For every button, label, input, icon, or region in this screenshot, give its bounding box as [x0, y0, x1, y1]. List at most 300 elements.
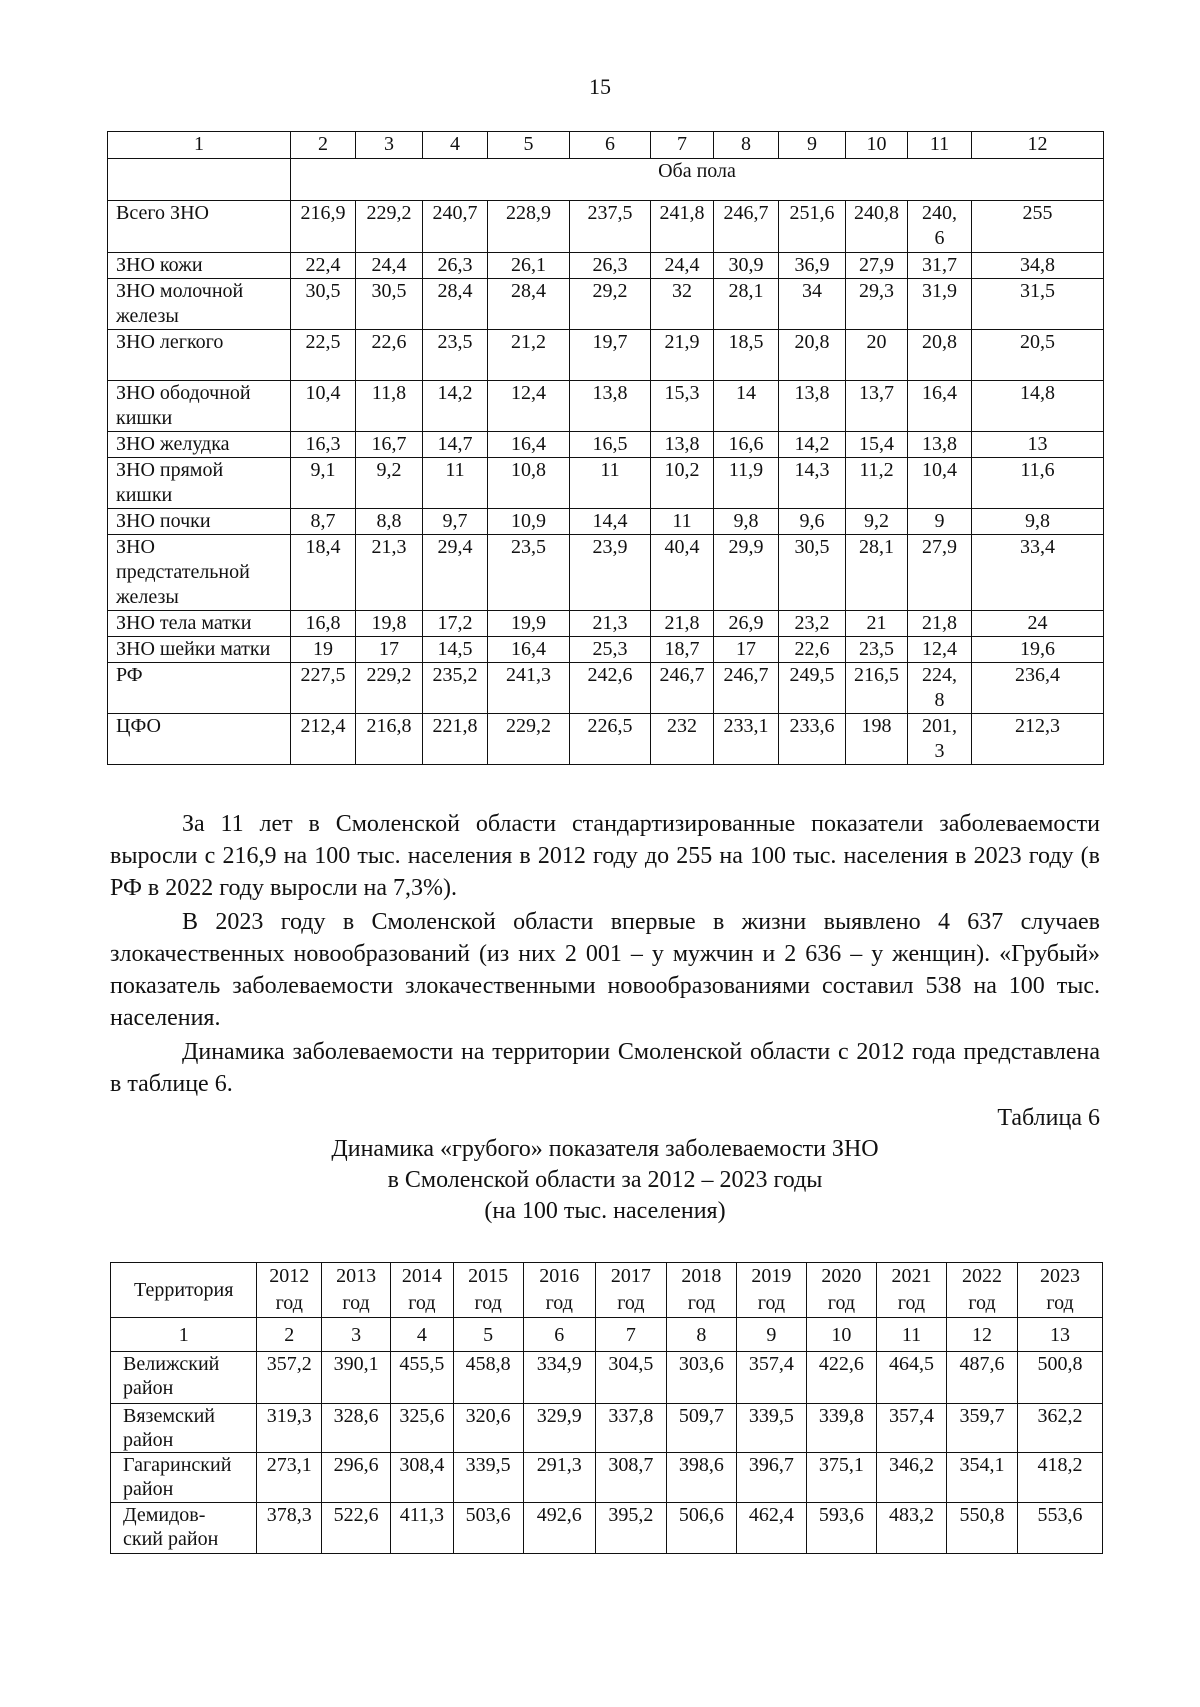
table-cell: 16,6	[714, 432, 779, 458]
table-cell: 22,5	[291, 330, 356, 381]
table-cell: 10,4	[908, 458, 972, 509]
column-number: 8	[666, 1318, 736, 1352]
table-cell: 241,8	[651, 201, 714, 253]
year-suffix: год	[408, 1292, 436, 1314]
table-cell: 236,4	[972, 663, 1104, 714]
table-cell: 9	[908, 509, 972, 535]
cell-line: ЗНО легкого	[116, 331, 224, 353]
table-row	[108, 381, 1104, 432]
table-cell: 378,3	[257, 1503, 322, 1554]
year-header	[322, 1263, 391, 1318]
table-cell: 26,1	[488, 253, 570, 279]
cell-line: ЗНО почки	[116, 510, 211, 532]
table-row	[108, 458, 1104, 509]
table-cell: 16,3	[291, 432, 356, 458]
cell-line: район	[123, 1429, 174, 1451]
table-cell: 221,8	[423, 714, 488, 765]
table-cell: 357,4	[736, 1352, 806, 1404]
table-cell: 11,2	[846, 458, 908, 509]
table-cell: 291,3	[523, 1453, 595, 1503]
table-cell: 232	[651, 714, 714, 765]
row-label	[111, 1453, 257, 1503]
table-cell: 13,8	[651, 432, 714, 458]
table-cell: 15,3	[651, 381, 714, 432]
table-row	[108, 201, 1104, 253]
table-cell: 346,2	[876, 1453, 946, 1503]
cell-line: кишки	[116, 407, 173, 429]
morbidity-table	[107, 131, 1104, 765]
table-title-line: в Смоленской области за 2012 – 2023 годы	[387, 1167, 823, 1193]
table-cell: 29,9	[714, 535, 779, 611]
table-label: Таблица 6	[997, 1105, 1100, 1131]
table-cell: 304,5	[595, 1352, 666, 1404]
year-header	[736, 1263, 806, 1318]
table-cell: 396,7	[736, 1453, 806, 1503]
table-cell: 237,5	[570, 201, 651, 253]
table-row	[108, 509, 1104, 535]
table-cell: 216,9	[291, 201, 356, 253]
column-number: 12	[946, 1318, 1017, 1352]
cell-line: ЗНО шейки матки	[116, 638, 271, 660]
table-cell: 398,6	[666, 1453, 736, 1503]
table-cell: 14	[714, 381, 779, 432]
table-cell	[908, 663, 972, 714]
year-suffix: год	[275, 1292, 303, 1314]
cell-line: ЦФО	[116, 715, 161, 737]
table-cell: 212,3	[972, 714, 1104, 765]
cell-line: РФ	[116, 664, 143, 686]
row-label	[108, 253, 291, 279]
table-cell: 31,5	[972, 279, 1104, 330]
table-cell: 10,8	[488, 458, 570, 509]
row-label	[108, 279, 291, 330]
table-cell: 395,2	[595, 1503, 666, 1554]
table-cell: 354,1	[946, 1453, 1017, 1503]
table-cell: 216,8	[356, 714, 423, 765]
table-cell: 212,4	[291, 714, 356, 765]
table-cell: 233,1	[714, 714, 779, 765]
row-label	[108, 458, 291, 509]
table-title-line: Динамика «грубого» показателя заболеваемости ЗНО	[331, 1136, 879, 1162]
table-cell: 24	[972, 611, 1104, 637]
table-cell: 12,4	[908, 637, 972, 663]
year-header	[876, 1263, 946, 1318]
table-cell: 422,6	[806, 1352, 876, 1404]
table-cell: 273,1	[257, 1453, 322, 1503]
table-cell: 14,8	[972, 381, 1104, 432]
table-cell: 357,4	[876, 1404, 946, 1453]
table-cell: 36,9	[779, 253, 846, 279]
table-cell: 328,6	[322, 1404, 391, 1453]
column-number: 7	[651, 132, 714, 159]
table-cell: 9,8	[972, 509, 1104, 535]
table-cell: 357,2	[257, 1352, 322, 1404]
year-suffix: год	[342, 1292, 370, 1314]
year-header	[257, 1263, 322, 1318]
column-number: 3	[322, 1318, 391, 1352]
table-cell: 249,5	[779, 663, 846, 714]
table-row	[108, 714, 1104, 765]
table-cell: 10,9	[488, 509, 570, 535]
column-number: 8	[714, 132, 779, 159]
table-cell: 483,2	[876, 1503, 946, 1554]
table-cell: 226,5	[570, 714, 651, 765]
cell-line: железы	[116, 305, 179, 327]
table-cell: 10,2	[651, 458, 714, 509]
table-cell: 13,8	[779, 381, 846, 432]
column-number: 6	[570, 132, 651, 159]
column-number: 4	[391, 1318, 454, 1352]
table-cell: 18,4	[291, 535, 356, 611]
table-row	[111, 1453, 1103, 1503]
table-cell: 296,6	[322, 1453, 391, 1503]
row-label	[108, 611, 291, 637]
column-number: 4	[423, 132, 488, 159]
table-cell: 30,5	[291, 279, 356, 330]
table-row	[111, 1404, 1103, 1453]
table-cell: 22,6	[779, 637, 846, 663]
table-cell: 462,4	[736, 1503, 806, 1554]
table-cell: 17	[356, 637, 423, 663]
table-cell: 16,4	[488, 637, 570, 663]
table-cell: 34	[779, 279, 846, 330]
table-cell: 27,9	[908, 535, 972, 611]
column-number: 2	[291, 132, 356, 159]
table-cell: 500,8	[1018, 1352, 1103, 1404]
table-cell: 240,8	[846, 201, 908, 253]
table-cell: 11	[570, 458, 651, 509]
column-number-row	[108, 132, 1104, 159]
row-label	[108, 381, 291, 432]
table-cell: 319,3	[257, 1404, 322, 1453]
year-value: 2019	[751, 1265, 792, 1287]
year-suffix: год	[757, 1292, 786, 1314]
year-header	[453, 1263, 523, 1318]
year-value: 2018	[681, 1265, 722, 1287]
table-cell: 359,7	[946, 1404, 1017, 1453]
table-row	[108, 535, 1104, 611]
table-cell: 8,8	[356, 509, 423, 535]
table-title	[110, 1134, 1100, 1227]
table-cell: 34,8	[972, 253, 1104, 279]
table-cell: 26,3	[423, 253, 488, 279]
table-cell: 228,9	[488, 201, 570, 253]
cell-line: ЗНО желудка	[116, 433, 230, 455]
table-cell: 227,5	[291, 663, 356, 714]
table-cell: 14,5	[423, 637, 488, 663]
table-cell: 19,9	[488, 611, 570, 637]
table-row	[108, 637, 1104, 663]
table-cell: 509,7	[666, 1404, 736, 1453]
table-cell: 32	[651, 279, 714, 330]
table-cell: 11	[423, 458, 488, 509]
territory-table	[110, 1262, 1103, 1554]
table-cell: 29,4	[423, 535, 488, 611]
table-cell: 24,4	[356, 253, 423, 279]
table-cell: 17,2	[423, 611, 488, 637]
table-cell: 33,4	[972, 535, 1104, 611]
table-row	[108, 432, 1104, 458]
table-cell: 28,1	[846, 535, 908, 611]
cell-line: железы	[116, 586, 179, 608]
table-row	[108, 279, 1104, 330]
cell-line: 8	[934, 689, 945, 711]
table-cell: 28,1	[714, 279, 779, 330]
table-cell: 10,4	[291, 381, 356, 432]
table-cell: 29,2	[570, 279, 651, 330]
table-cell: 235,2	[423, 663, 488, 714]
table-cell: 21,3	[570, 611, 651, 637]
year-suffix: год	[1046, 1292, 1074, 1314]
table-cell: 411,3	[391, 1503, 454, 1554]
table-cell: 23,5	[488, 535, 570, 611]
table-row	[108, 663, 1104, 714]
year-value: 2014	[401, 1265, 442, 1287]
table-cell: 418,2	[1018, 1453, 1103, 1503]
cell-line: Всего ЗНО	[116, 202, 209, 224]
table-cell: 308,7	[595, 1453, 666, 1503]
table-cell: 23,2	[779, 611, 846, 637]
cell-line: кишки	[116, 484, 173, 506]
row-label	[108, 201, 291, 253]
table-cell: 11,9	[714, 458, 779, 509]
table-cell: 40,4	[651, 535, 714, 611]
table-cell: 339,8	[806, 1404, 876, 1453]
table-cell: 11	[651, 509, 714, 535]
table-cell: 16,4	[908, 381, 972, 432]
table-cell: 23,9	[570, 535, 651, 611]
table-cell: 522,6	[322, 1503, 391, 1554]
table-cell: 18,5	[714, 330, 779, 381]
table-cell: 30,5	[356, 279, 423, 330]
table-cell: 25,3	[570, 637, 651, 663]
table-cell: 339,5	[453, 1453, 523, 1503]
table-cell: 229,2	[356, 663, 423, 714]
table-cell: 30,5	[779, 535, 846, 611]
table-cell: 21,2	[488, 330, 570, 381]
column-number: 11	[908, 132, 972, 159]
column-number: 5	[453, 1318, 523, 1352]
table-cell: 337,8	[595, 1404, 666, 1453]
table-row	[111, 1352, 1103, 1404]
table-cell: 20	[846, 330, 908, 381]
row-label	[111, 1503, 257, 1554]
table-cell: 13,8	[570, 381, 651, 432]
column-number: 1	[111, 1318, 257, 1352]
territory-header: Территория	[111, 1263, 257, 1318]
year-header	[523, 1263, 595, 1318]
table-cell: 18,7	[651, 637, 714, 663]
table-cell: 251,6	[779, 201, 846, 253]
subheader-empty	[108, 159, 291, 201]
cell-line: 3	[934, 740, 945, 762]
year-value: 2021	[891, 1265, 932, 1287]
column-number: 3	[356, 132, 423, 159]
table-cell: 362,2	[1018, 1404, 1103, 1453]
cell-line: ЗНО прямой	[116, 459, 224, 481]
table-cell: 16,7	[356, 432, 423, 458]
row-label	[108, 637, 291, 663]
cell-line: район	[123, 1478, 174, 1500]
table-cell: 198	[846, 714, 908, 765]
table-cell: 9,2	[846, 509, 908, 535]
table-cell: 20,5	[972, 330, 1104, 381]
table-cell: 503,6	[453, 1503, 523, 1554]
table-cell: 375,1	[806, 1453, 876, 1503]
year-suffix: год	[897, 1292, 926, 1314]
paragraph-2: В 2023 году в Смоленской области впервые в жизни выявлено 4 637 случаев злокачественных новообразований (из них 2 001 – у мужчин и 2 636 – у женщин). «Грубый» показатель заболеваемости злокачественными новообразованиями составил 538 на 100 тыс. населения.	[110, 909, 1100, 1031]
page-number: 15	[589, 74, 611, 99]
column-number: 7	[595, 1318, 666, 1352]
year-suffix: год	[968, 1292, 996, 1314]
table-cell: 23,5	[846, 637, 908, 663]
table-cell: 325,6	[391, 1404, 454, 1453]
table-cell: 13	[972, 432, 1104, 458]
paragraph-1: За 11 лет в Смоленской области стандартизированные показатели заболеваемости выросли с 216,9 на 100 тыс. населения в 2012 году до 255 на 100 тыс. населения в 2023 году (в РФ в 2022 году выросли на 7,3%).	[110, 811, 1100, 901]
cell-line: ЗНО ободочной	[116, 382, 251, 404]
table-cell: 320,6	[453, 1404, 523, 1453]
table-row	[108, 330, 1104, 381]
column-number: 12	[972, 132, 1104, 159]
table-cell: 329,9	[523, 1404, 595, 1453]
cell-line: район	[123, 1377, 174, 1399]
table-cell: 390,1	[322, 1352, 391, 1404]
table-cell: 21	[846, 611, 908, 637]
row-label	[111, 1352, 257, 1404]
year-value: 2017	[610, 1265, 651, 1287]
row-label	[108, 663, 291, 714]
table-cell: 14,2	[779, 432, 846, 458]
table-cell: 506,6	[666, 1503, 736, 1554]
table-cell: 593,6	[806, 1503, 876, 1554]
year-value: 2013	[336, 1265, 377, 1287]
table-cell: 308,4	[391, 1453, 454, 1503]
table-cell: 19,8	[356, 611, 423, 637]
table-cell: 17	[714, 637, 779, 663]
table-cell: 11,8	[356, 381, 423, 432]
cell-line: 6	[934, 227, 945, 249]
paragraph-3: Динамика заболеваемости на территории Смоленской области с 2012 года представлена в таблице 6.	[110, 1039, 1100, 1097]
table-cell: 20,8	[779, 330, 846, 381]
row-label	[111, 1404, 257, 1453]
column-number: 10	[806, 1318, 876, 1352]
table-cell: 21,9	[651, 330, 714, 381]
table-cell: 14,4	[570, 509, 651, 535]
cell-line: предстательной	[116, 561, 250, 583]
cell-line: Гагаринский	[123, 1454, 232, 1476]
year-value: 2016	[539, 1265, 580, 1287]
year-value: 2015	[468, 1265, 509, 1287]
column-number: 9	[736, 1318, 806, 1352]
table-cell: 22,4	[291, 253, 356, 279]
year-suffix: год	[617, 1292, 645, 1314]
table-cell: 29,3	[846, 279, 908, 330]
table-cell: 19	[291, 637, 356, 663]
year-header-row	[111, 1263, 1103, 1318]
year-header	[666, 1263, 736, 1318]
row-label	[108, 509, 291, 535]
table-cell: 492,6	[523, 1503, 595, 1554]
table-cell: 13,7	[846, 381, 908, 432]
table-cell: 11,6	[972, 458, 1104, 509]
cell-line: ЗНО	[116, 536, 155, 558]
table-cell: 26,3	[570, 253, 651, 279]
year-value: 2012	[269, 1265, 310, 1287]
table-cell: 30,9	[714, 253, 779, 279]
cell-line: ЗНО кожи	[116, 254, 203, 276]
table-cell: 31,7	[908, 253, 972, 279]
table-cell: 24,4	[651, 253, 714, 279]
table-cell: 21,3	[356, 535, 423, 611]
year-value: 2022	[961, 1265, 1002, 1287]
table-cell: 9,6	[779, 509, 846, 535]
year-header	[595, 1263, 666, 1318]
column-number: 5	[488, 132, 570, 159]
table-cell: 246,7	[651, 663, 714, 714]
table-title-line: (на 100 тыс. населения)	[484, 1198, 726, 1224]
cell-line: 224,	[922, 664, 957, 686]
table-cell: 255	[972, 201, 1104, 253]
subheader-both-sexes: Оба пола	[291, 159, 1104, 201]
table-cell: 14,3	[779, 458, 846, 509]
cell-line: 240,	[922, 202, 957, 224]
table-cell: 487,6	[946, 1352, 1017, 1404]
table-cell: 16,5	[570, 432, 651, 458]
table-cell: 28,4	[423, 279, 488, 330]
row-label	[108, 714, 291, 765]
table-cell: 229,2	[488, 714, 570, 765]
year-value: 2023	[1040, 1265, 1081, 1287]
table-cell: 19,6	[972, 637, 1104, 663]
year-value: 2020	[821, 1265, 862, 1287]
year-header	[391, 1263, 454, 1318]
column-number-row	[111, 1318, 1103, 1352]
table-cell: 303,6	[666, 1352, 736, 1404]
cell-line: Велижский	[123, 1353, 220, 1375]
table-cell: 16,8	[291, 611, 356, 637]
cell-line: ЗНО тела матки	[116, 612, 252, 634]
table-cell: 229,2	[356, 201, 423, 253]
table-cell: 9,8	[714, 509, 779, 535]
table-cell: 240,7	[423, 201, 488, 253]
row-label	[108, 535, 291, 611]
table-cell: 246,7	[714, 663, 779, 714]
table-cell: 28,4	[488, 279, 570, 330]
table-cell: 14,7	[423, 432, 488, 458]
table-cell: 233,6	[779, 714, 846, 765]
table-cell: 15,4	[846, 432, 908, 458]
table-cell: 26,9	[714, 611, 779, 637]
table-cell: 455,5	[391, 1352, 454, 1404]
table-cell: 23,5	[423, 330, 488, 381]
cell-line: ский район	[123, 1528, 219, 1550]
column-number: 1	[108, 132, 291, 159]
table-cell: 464,5	[876, 1352, 946, 1404]
table-cell: 246,7	[714, 201, 779, 253]
column-number: 2	[257, 1318, 322, 1352]
year-header	[806, 1263, 876, 1318]
table-cell: 22,6	[356, 330, 423, 381]
table-cell: 14,2	[423, 381, 488, 432]
year-suffix: год	[474, 1292, 502, 1314]
table-cell: 8,7	[291, 509, 356, 535]
year-suffix: год	[545, 1292, 573, 1314]
cell-line: ЗНО молочной	[116, 280, 244, 302]
cell-line: Демидов-	[123, 1504, 206, 1526]
table-cell: 27,9	[846, 253, 908, 279]
subheader-row	[108, 159, 1104, 201]
table-cell: 12,4	[488, 381, 570, 432]
